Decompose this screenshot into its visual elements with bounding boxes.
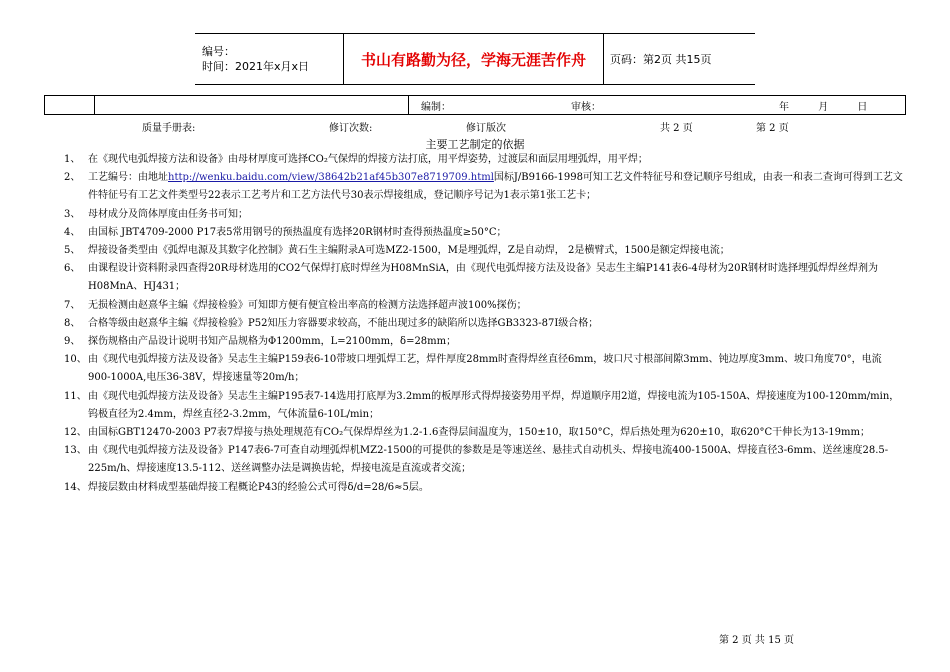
list-item: 5、 焊接设备类型由《弧焊电源及其数字化控制》黄石生主编附录A可选MZ2-1500，M是埋弧焊，Z是自动焊， 2是横臂式，1500是额定焊接电流；	[64, 245, 730, 257]
list-item: 1、 在《现代电弧焊接方法和设备》由母材厚度可选择CO₂气保焊的焊接方法打底，用平焊姿势，过渡层和面层用埋弧焊，用平焊；	[64, 154, 648, 165]
revision-version-label: 修订版次	[466, 123, 506, 134]
motto-text: 书山有路勤为径，学海无涯苦作舟	[344, 34, 604, 85]
signoff-table	[44, 95, 906, 115]
list-item: 4、 由国标 JBT4709-2000 P17表5常用钢号的预热温度有选择20R钢材时查得预热温度≥50°C；	[64, 226, 507, 238]
manual-no-label: 质量手册表:	[142, 123, 196, 134]
signoff-cell-empty-2	[95, 96, 409, 115]
list-item: 6、 由课程设计资料附录四查得20R母材选用的CO2气保焊打底时焊丝为H08MnSiA，由《现代电弧焊接方法及设备》吴志生主编P141表6-4母材为20R钢材时选择埋弧焊焊丝焊剂为H08MnA、HJ431；	[64, 263, 879, 293]
time-label: 时间：2021年x月x日	[202, 60, 310, 73]
signoff-cell-empty-1	[45, 96, 95, 115]
document-title: 主要工艺制定的依据	[425, 138, 525, 151]
header-meta	[195, 34, 344, 85]
day-label: 日	[857, 101, 868, 113]
total-pages-label: 共 2 页	[660, 123, 693, 134]
list-item: 8、 合格等级由赵熹华主编《焊接检验》P52知压力容器要求较高，不能出现过多的缺陷所以选择GB3323-87Ⅰ级合格；	[64, 317, 599, 329]
list-item: 10、 由《现代电弧焊接方法及设备》吴志生主编P159表6-10带坡口埋弧焊工艺，焊件厚度28mm时查得焊丝直径6mm，坡口尺寸根部间隙3mm、钝边厚度3mm、坡口角度70°，电流900-1000A,电压36-38V，焊接速量等20m/h；	[64, 354, 882, 384]
list-item: 7、 无损检测由赵熹华主编《焊接检验》可知即方便有便宜检出率高的检测方法选择超声波100%探伤；	[64, 299, 527, 311]
list-item: 3、 母材成分及筒体厚度由任务书可知；	[64, 208, 248, 220]
list-item: 9、 探伤规格由产品设计说明书知产品规格为Φ1200mm，L=2100mm，δ=28mm；	[64, 336, 457, 348]
page-footer: 第 2 页 共 15 页	[719, 635, 794, 646]
month-label: 月	[818, 101, 829, 113]
basis-list	[64, 151, 904, 497]
signoff-date	[721, 98, 905, 113]
editor-label: 编制：	[421, 101, 451, 113]
current-page-label: 第 2 页	[756, 123, 789, 134]
quality-manual-row	[0, 119, 950, 133]
number-label: 编号：	[202, 45, 235, 58]
page-info: 页码：第2页 共15页	[604, 34, 756, 85]
list-item: 11、 由《现代电弧焊接方法及设备》吴志生主编P195表7-14选用打底厚为3.2mm的板厚形式得焊接姿势用平焊，焊道顺序用2道，焊接电流为105-150A、焊接速度为100-120mm/min，钨极直径为2.4mm，焊丝直径2-3.2mm，气体流量6-10L/min；	[64, 390, 900, 420]
document-header	[195, 33, 755, 85]
reviewer-label: 审核：	[571, 101, 601, 113]
signoff-cell	[409, 96, 906, 115]
list-item: 12、 由国标GBT12470-2003 P7表7焊接与热处理规范有CO₂气保焊焊丝为1.2-1.6查得层间温度为，150±10，取150°C，焊后热处理为620±10，取620°C干伸长为13-19mm；	[64, 427, 870, 439]
list-item: 14、 焊接层数由材料成型基础焊接工程概论P43的经验公式可得δ/d=28/6≈5层。	[64, 481, 429, 493]
reference-link[interactable]: http://wenku.baidu.com/view/38642b21af45b307e8719709.html	[168, 172, 494, 184]
list-item: 2、 工艺编号：由地址http://wenku.baidu.com/view/38642b21af45b307e8719709.html国标J/B9166-1998可知工艺文件特征号和登记顺序号组成，由表一和表二查询可得到工艺文件特征号有工艺文件类型号22表示工艺考片和工艺方法代号30表示焊接组成，登记顺序号记为1表示第1张工艺卡；	[64, 172, 903, 202]
list-item: 13、 由《现代电弧焊接方法及设备》P147表6-7可查自动埋弧焊机MZ2-1500的可提供的参数是是等速送丝、悬挂式自动机头、焊接电流400-1500A、焊接直径3-6mm、送丝速度28.5-225m/h、焊接速度13.5-112、送丝调整办法是调换齿轮，焊接电流是直流或者交流；	[64, 445, 889, 475]
year-label: 年	[779, 101, 789, 113]
revision-count-label: 修订次数:	[329, 123, 373, 134]
